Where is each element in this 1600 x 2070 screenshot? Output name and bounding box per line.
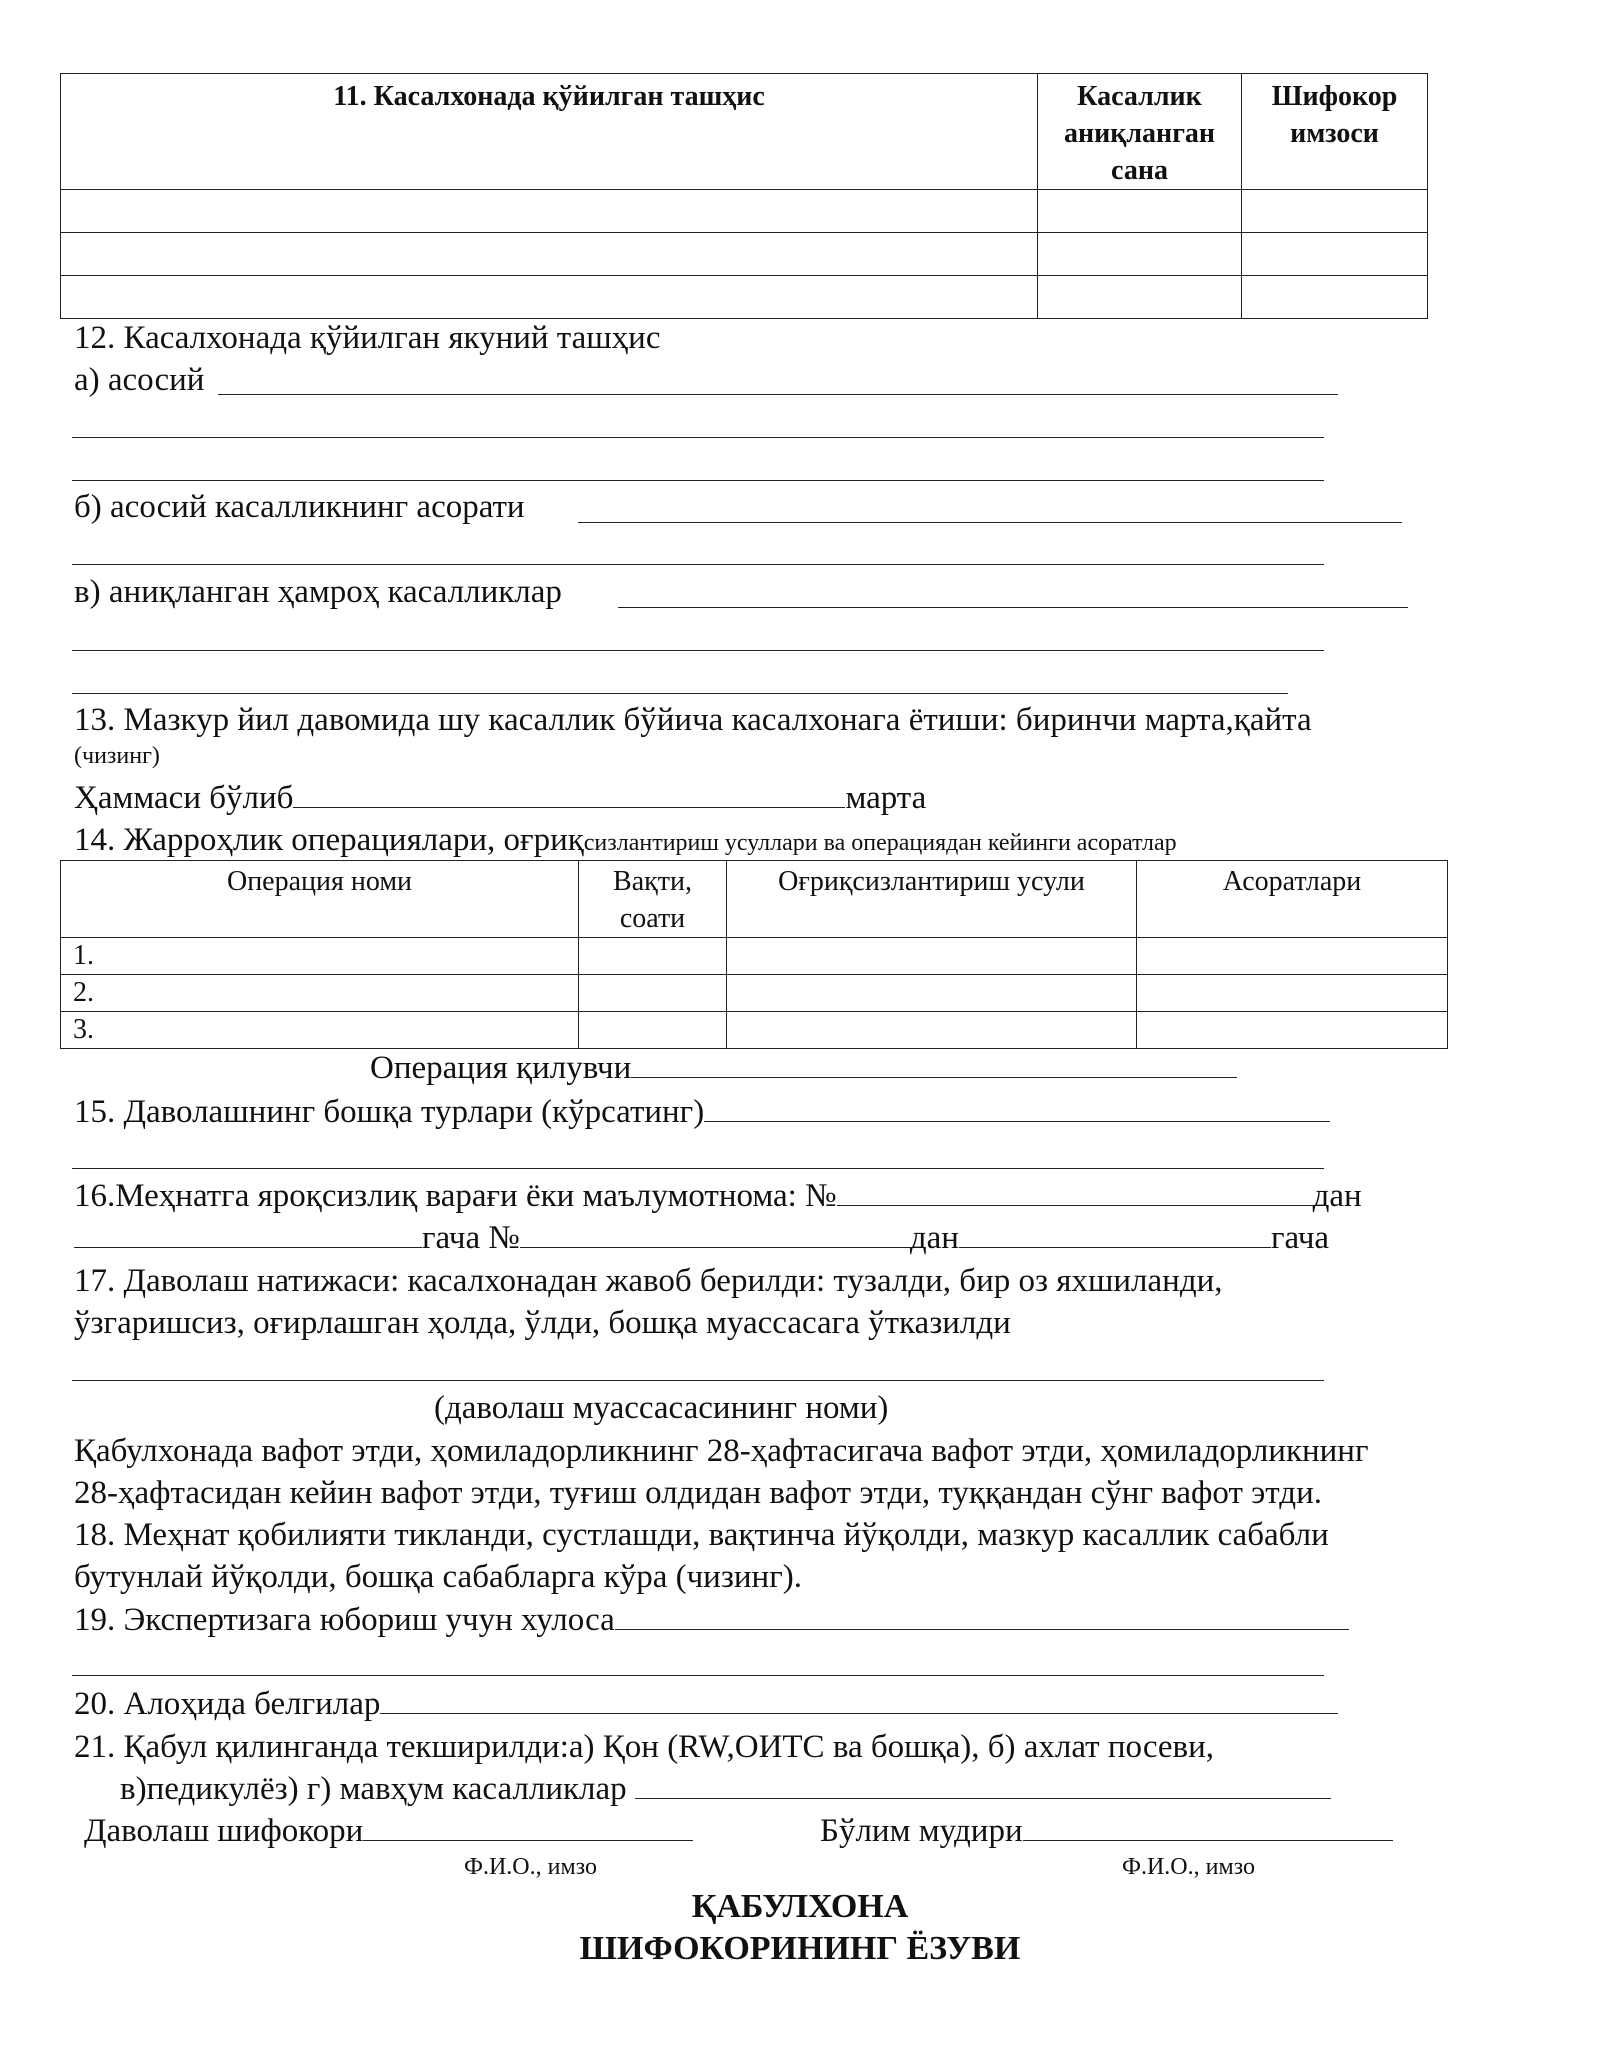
from-label-2: дан	[909, 1220, 959, 1256]
until-label: гача	[1270, 1220, 1330, 1256]
operation-name-header: Операция номи	[61, 861, 579, 938]
main-diagnosis-field-3[interactable]	[72, 480, 1324, 481]
operation-time-header: Вақти, соати	[579, 861, 727, 938]
treatment-result-line4: 28-ҳафтасидан кейин вафот этди, туғиш олдидан вафот этди, туққандан сўнг вафот этди.	[74, 1475, 1322, 1511]
second-until-field[interactable]	[959, 1219, 1271, 1248]
complications-cell[interactable]	[1137, 938, 1448, 975]
performer-field[interactable]	[631, 1049, 1237, 1078]
operation-time-cell[interactable]	[579, 1012, 727, 1049]
operation-time-cell[interactable]	[579, 938, 727, 975]
sick-leave-row	[74, 1176, 1362, 1216]
treatment-result-line2: ўзгаришсиз, оғирлашган ҳолда, ўлди, бошқа муассасага ўтказилди	[74, 1305, 1011, 1341]
treating-doctor-row	[84, 1811, 693, 1851]
doctor-signature-caption: Ф.И.О., имзо	[464, 1854, 597, 1880]
comorbidity-label: в) аниқланган ҳамроҳ касалликлар	[74, 574, 562, 610]
main-diagnosis-field-2[interactable]	[72, 437, 1324, 438]
complication-label: б) асосий касалликнинг асорати	[74, 489, 525, 525]
diagnosis-cell[interactable]	[61, 190, 1038, 233]
department-head-row	[820, 1811, 1393, 1851]
other-treatment-label: 15. Даволашнинг бошқа турлари (кўрсатинг)	[74, 1094, 705, 1130]
expertise-row	[74, 1600, 1349, 1640]
sick-leave-number-field[interactable]	[837, 1177, 1313, 1206]
comorbidity-field[interactable]	[618, 607, 1408, 608]
admission-tests-line2	[120, 1769, 1331, 1809]
operation-row-number: 3.	[61, 1012, 579, 1049]
complications-cell[interactable]	[1137, 1012, 1448, 1049]
institution-field[interactable]	[72, 1380, 1324, 1381]
main-diagnosis-field[interactable]	[218, 394, 1338, 395]
total-field[interactable]	[293, 779, 845, 808]
date-cell[interactable]	[1038, 276, 1242, 319]
operation-row-number: 2.	[61, 975, 579, 1012]
complications-cell[interactable]	[1137, 975, 1448, 1012]
institution-caption: (даволаш муассасасининг номи)	[434, 1390, 889, 1426]
other-treatment-field-2[interactable]	[72, 1168, 1324, 1169]
department-head-signature-field[interactable]	[1023, 1812, 1393, 1841]
treating-doctor-label: Даволаш шифокори	[84, 1813, 364, 1849]
performer-label: Операция қилувчи	[370, 1050, 632, 1086]
performer-row	[370, 1048, 1237, 1088]
special-notes-field[interactable]	[380, 1685, 1338, 1714]
department-head-label: Бўлим мудири	[820, 1813, 1023, 1849]
diagnosis-header: 11. Касалхонада қўйилган ташҳис	[61, 74, 1038, 190]
comorbidity-field-2[interactable]	[72, 650, 1324, 651]
from-label: дан	[1312, 1178, 1362, 1214]
second-number-field[interactable]	[520, 1219, 910, 1248]
admission-count-text: 13. Мазкур йил давомида шу касаллик бўйича касалхонага ётиши: биринчи марта,қайта	[74, 702, 1312, 738]
date-cell[interactable]	[1038, 190, 1242, 233]
occult-diseases-field[interactable]	[635, 1770, 1331, 1799]
sick-leave-until-field[interactable]	[74, 1219, 422, 1248]
other-treatment-row	[74, 1092, 1330, 1132]
admission-total-row	[74, 778, 926, 818]
until-number-label: гача №	[422, 1220, 520, 1256]
other-treatment-field[interactable]	[704, 1093, 1330, 1122]
comorbidity-field-3[interactable]	[72, 693, 1288, 694]
anesthesia-cell[interactable]	[727, 1012, 1137, 1049]
sick-leave-row-2	[74, 1218, 1329, 1258]
admission-tests-text: в)педикулёз) г) мавҳум касалликлар	[120, 1771, 627, 1807]
admissions-title-line1: ҚАБУЛХОНА	[691, 1888, 909, 1925]
work-capacity-line1: 18. Меҳнат қобилияти тикланди, сустлашди, вақтинча йўқолди, мазкур касаллик сабабли	[74, 1517, 1329, 1553]
operations-title-small: сизлантириш усуллари ва операциядан кейинги асоратлар	[583, 830, 1177, 856]
complication-field-2[interactable]	[72, 564, 1324, 565]
special-notes-label: 20. Алоҳида белгилар	[74, 1686, 381, 1722]
diagnosis-table	[60, 73, 1428, 319]
complication-field[interactable]	[578, 522, 1402, 523]
anesthesia-method-header: Оғриқсизлантириш усули	[727, 861, 1137, 938]
admission-tests-line1: 21. Қабул қилинганда текширилди:а) Қон (RW,ОИТС ва бошқа), б) ахлат посеви,	[74, 1729, 1215, 1765]
operations-title-main: 14. Жарроҳлик операциялари, оғриқ	[74, 822, 584, 858]
total-suffix: марта	[845, 780, 927, 816]
diagnosis-cell[interactable]	[61, 233, 1038, 276]
treatment-result-line3: Қабулхонада вафот этди, ҳомиладорликнинг 28-ҳафтасигача вафот этди, ҳомиладорликнинг	[74, 1433, 1369, 1469]
date-header: Касаллик аниқланган сана	[1038, 74, 1242, 190]
operation-time-cell[interactable]	[579, 975, 727, 1012]
signature-cell[interactable]	[1242, 276, 1428, 319]
total-prefix: Ҳаммаси бўлиб	[74, 780, 294, 816]
date-cell[interactable]	[1038, 233, 1242, 276]
head-signature-caption: Ф.И.О., имзо	[1122, 1854, 1255, 1880]
diagnosis-cell[interactable]	[61, 276, 1038, 319]
work-capacity-line2: бутунлай йўқолди, бошқа сабабларга кўра (чизинг).	[74, 1559, 802, 1595]
special-notes-row	[74, 1684, 1338, 1724]
signature-cell[interactable]	[1242, 190, 1428, 233]
treatment-result-line1: 17. Даволаш натижаси: касалхонадан жавоб берилди: тузалди, бир оз яхшиланди,	[74, 1263, 1223, 1299]
doctor-signature-header: Шифокор имзоси	[1242, 74, 1428, 190]
expertise-label: 19. Экспертизага юбориш учун хулоса	[74, 1602, 615, 1638]
anesthesia-cell[interactable]	[727, 975, 1137, 1012]
admissions-title-line2: ШИФОКОРИНИНГ ЁЗУВИ	[579, 1930, 1021, 1967]
main-diagnosis-label: а) асосий	[74, 362, 205, 398]
expertise-field-2[interactable]	[72, 1675, 1324, 1676]
operation-row-number: 1.	[61, 938, 579, 975]
sick-leave-label: 16.Меҳнатга яроқсизлиқ варағи ёки маълумотнома: №	[74, 1178, 837, 1214]
complications-header: Асоратлари	[1137, 861, 1448, 938]
anesthesia-cell[interactable]	[727, 938, 1137, 975]
signature-cell[interactable]	[1242, 233, 1428, 276]
strike-note: (чизинг)	[74, 743, 160, 769]
operations-table	[60, 860, 1448, 1049]
operations-title	[74, 820, 1177, 863]
final-diagnosis-title: 12. Касалхонада қўйилган якуний ташҳис	[74, 320, 661, 356]
treating-doctor-signature-field[interactable]	[363, 1812, 693, 1841]
expertise-field[interactable]	[615, 1601, 1349, 1630]
